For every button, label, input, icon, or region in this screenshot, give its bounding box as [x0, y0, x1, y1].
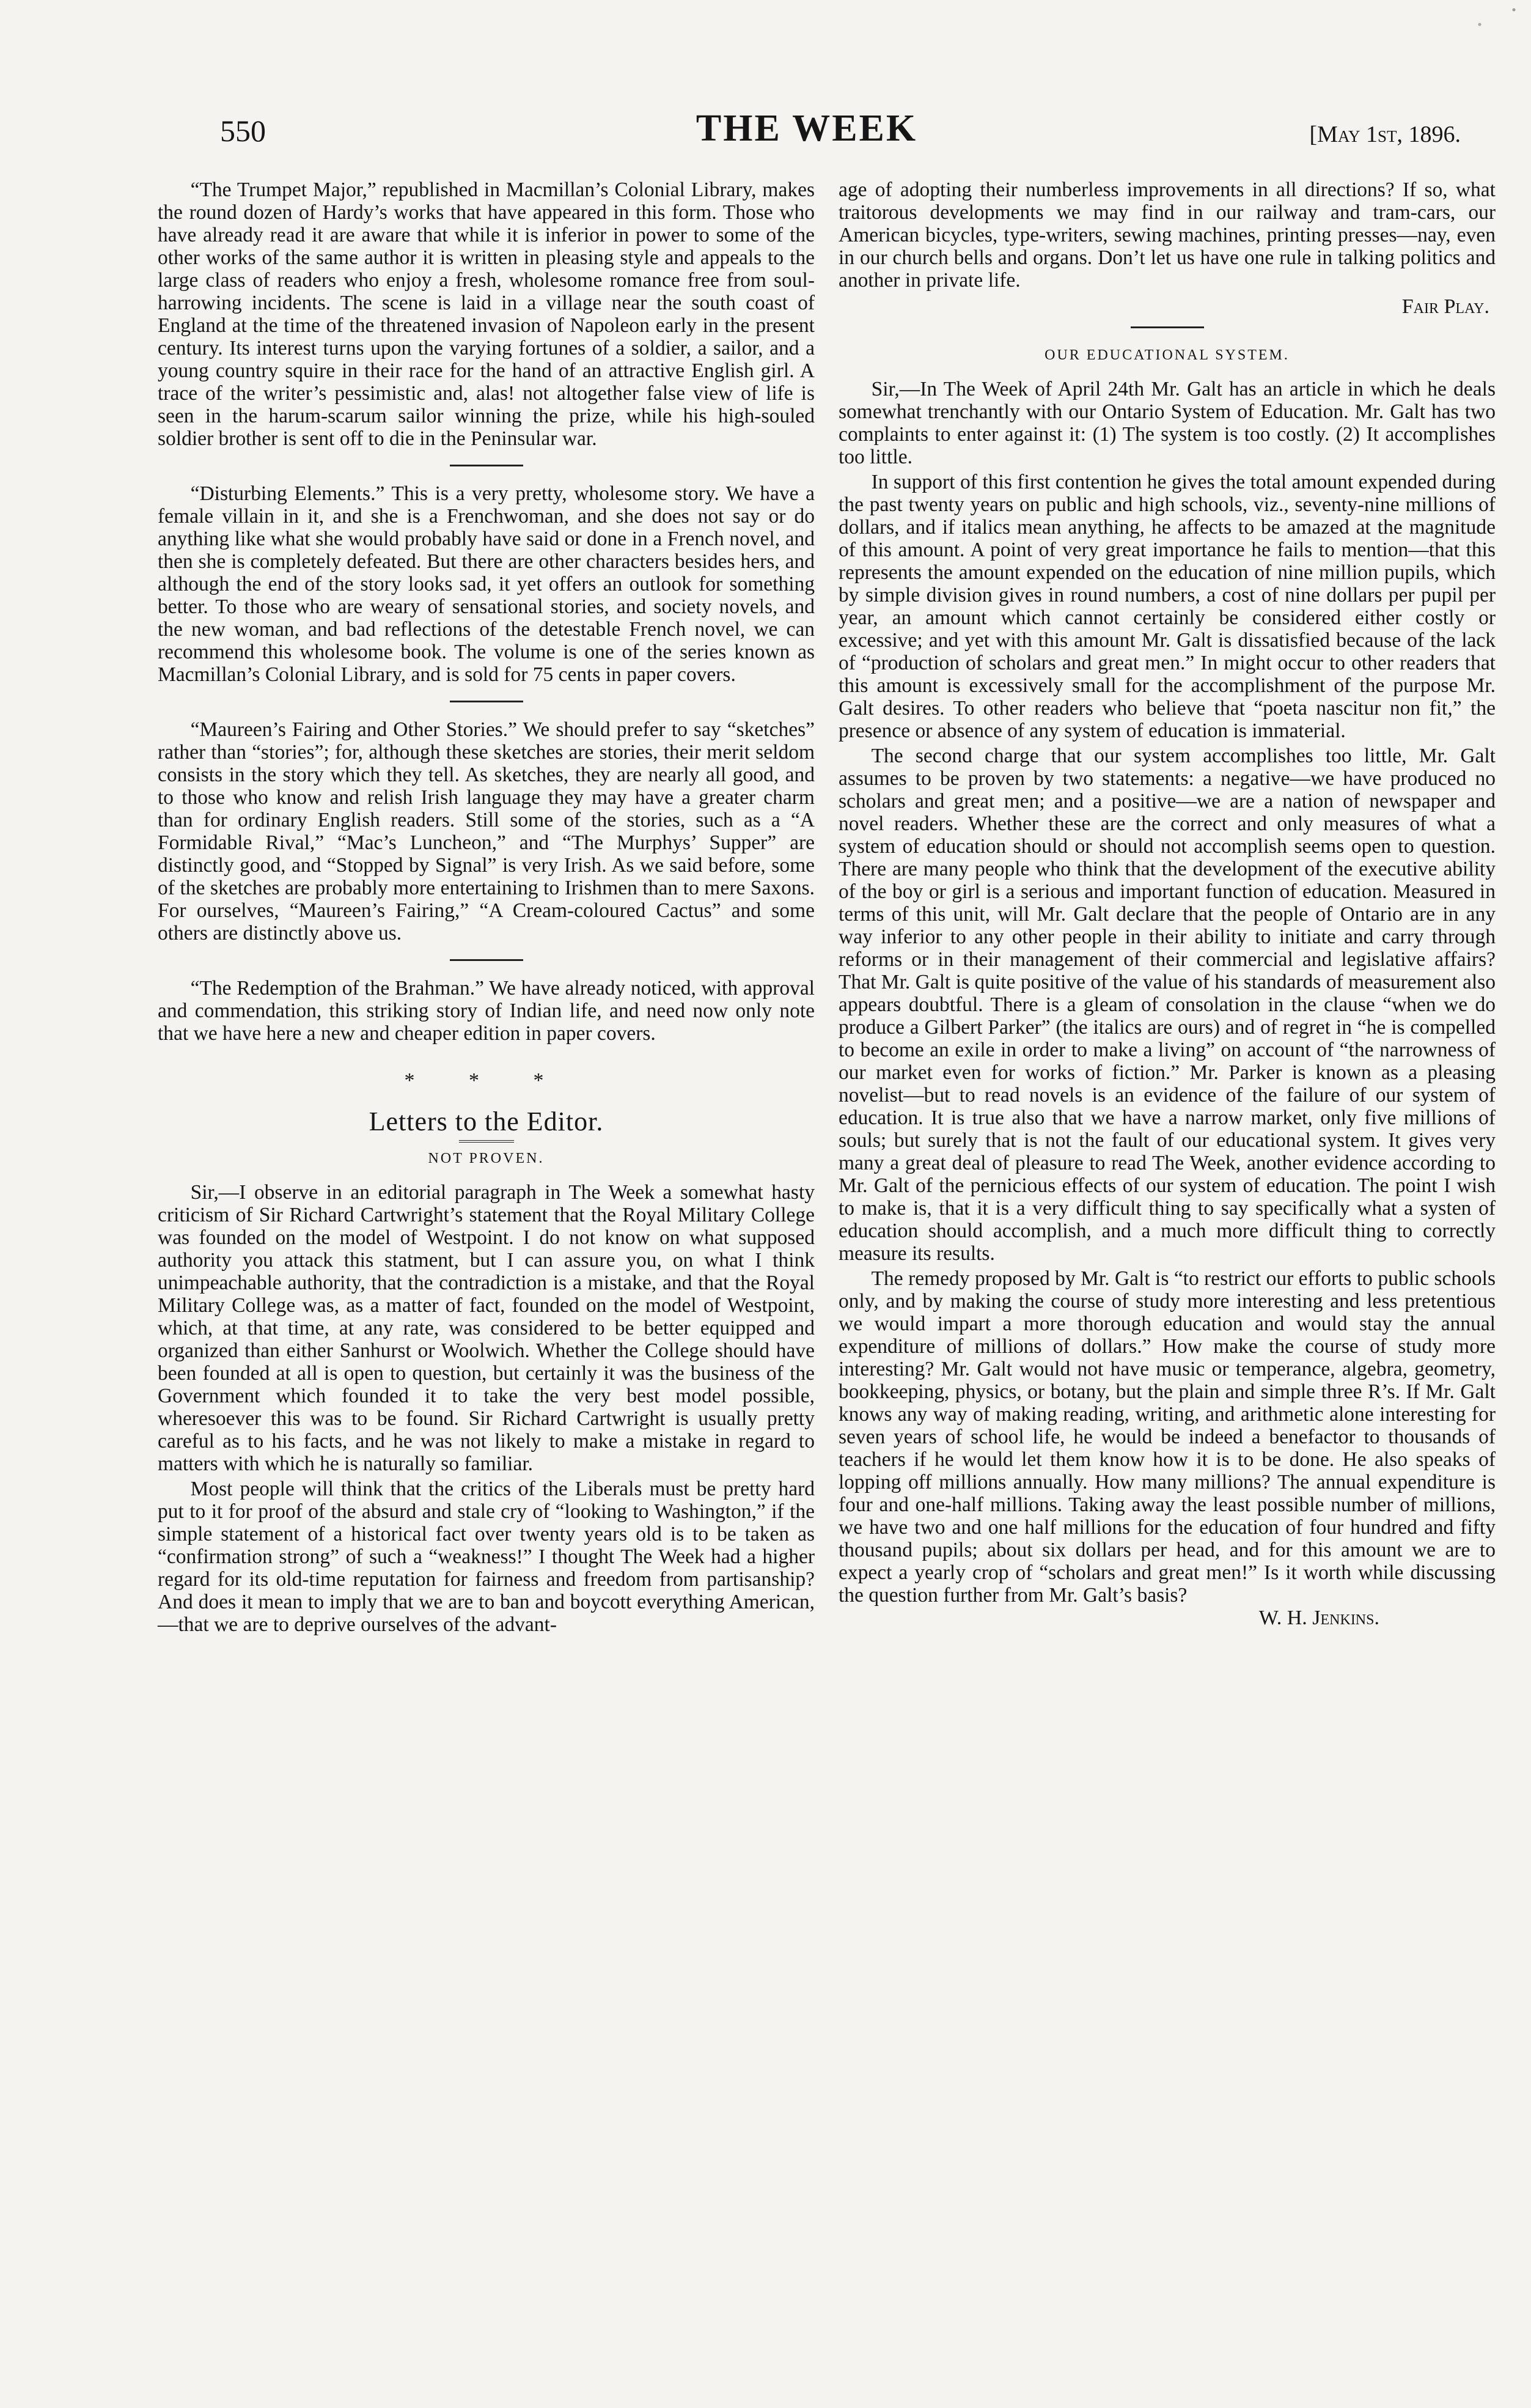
title-divider: [459, 1140, 514, 1143]
letter-education-paragraph-1: Sir,—In The Week of April 24th Mr. Galt has an article in which he deals somewhat trenchantly with our Ontario System of Education. Mr. Galt has two complaints to enter against it: (1) The system is too costly. (2) It accomplishes too little.: [839, 378, 1496, 468]
journal-title: THE WEEK: [696, 108, 918, 149]
issue-date: [May 1st, 1896.: [1309, 122, 1461, 147]
page-number: 550: [220, 114, 266, 148]
letter-education-paragraph-3: The second charge that our system accomplishes too little, Mr. Galt assumes to be proven by two statements: a negative—we have produced no scholars and great men; and a positive—we are a nation of newspaper and novel readers. Whether these are the correct and only measures of what a system of education should or should not accomplish seems open to question. There are many people who think that the development of the executive ability of the boy or girl is a serious and important function of education. Measured in terms of this unit, will Mr. Galt declare that the people of Ontario are in any way inferior to any other people in their ability to initiate and carry through reforms or in their management of their commercial and legislative affairs? That Mr. Galt is quite positive of the value of his standards of measurement also appears doubtful. There is a gleam of consolation in the clause “when we do produce a Gilbert Parker” (the italics are ours) and of regret in “he is compelled to become an exile in order to make a living” on account of “the narrowness of our market even for works of fiction.” Mr. Parker is known as a pleasing novelist—but to read novels is an evidence of the failure of our system of education. It is true also that we have a narrow market, only five millions of souls; but surely that is not the fault of our educational system. It gives very many a great deal of pleasure to read The Week, another evidence according to Mr. Galt of the pernicious effects of our system of education. The point I wish to make is, that it is a very difficult thing to say specifically what a systen of education should accomplish, and a much more difficult thing to correctly measure its results.: [839, 745, 1496, 1265]
section-divider: [1131, 326, 1204, 328]
letter-not-proven-paragraph-1: Sir,—I observe in an editorial paragraph in The Week a somewhat hasty criticism of Sir Richard Cartwright’s statement that the Royal Military College was founded on the model of Westpoint. I do not know on what supposed authority you attack this statment, but I can assure you, on what I think unimpeachable authority, that the contradiction is a mistake, and that the Royal Military College was, as a matter of fact, founded on the model of Westpoint, which, at that time, at any rate, was considered to be better equipped and organized than either Sanhurst or Woolwich. Whether the College should have been founded at all is open to question, but certainly it was the business of the Government which founded it to take the very best model possible, wheresoever this was to be found. Sir Richard Cartwright is usually pretty careful as to his facts, and he was not likely to make a mistake in regard to matters with which he is naturally so familiar.: [158, 1181, 815, 1475]
review-trumpet-major: “The Trumpet Major,” republished in Macmillan’s Colonial Library, makes the round dozen of Hardy’s works that have appeared in this form. Those who have already read it are aware that while it is inferior in power to some of the other works of the same author it is written in pleasing style and appeals to the large class of readers who enjoy a fresh, wholesome romance free from soul-harrowing incidents. The scene is laid in a village near the south coast of England at the time of the threatened invasion of Napoleon early in the present century. Its interest turns upon the varying fortunes of a soldier, a sailor, and a young country squire in their race for the hand of an attractive English girl. A trace of the writer’s pessimistic and, alas! not altogether false view of life is seen in the harum-scarum sailor winning the prize, while his high-souled soldier brother is sent off to die in the Peninsular war.: [158, 179, 815, 450]
section-divider: [450, 959, 523, 961]
letter-education-paragraph-2: In support of this first contention he gives the total amount expended during the past twenty years on public and high schools, viz., seventy-nine millions of dollars, and if italics mean anything, he affects to be amazed at the magnitude of this amount. A point of very great importance he fails to mention—that this represents the amount expended on the education of nine million pupils, which by simple division gives in round numbers, a cost of nine dollars per pupil per year, an amount which cannot certainly be considered either costly or excessive; and yet with this amount Mr. Galt is dissatisfied because of the lack of “production of scholars and great men.” In might occur to other readers that this amount is excessively small for the accomplishment of the purpose Mr. Galt desires. To other readers who believe that “poeta nascitur non fit,” the presence or absence of any system of education is immaterial.: [839, 471, 1496, 742]
letter-not-proven-continuation: age of adopting their numberless improvements in all directions? If so, what traitorous developments we may find in our railway and tram-cars, our American bicycles, type-writers, sewing machines, printing presses—nay, even in our church bells and organs. Don’t let us have one rule in talking politics and another in private life.: [839, 179, 1496, 292]
section-divider: [450, 465, 523, 466]
page-edge-specks: [1445, 0, 1531, 49]
review-disturbing-elements: “Disturbing Elements.” This is a very pretty, wholesome story. We have a female villain in it, and she is a Frenchwoman, and she does not say or do anything like what she would probably have said or done in a French novel, and then she is completely defeated. But there are other characters besides hers, and although the end of the story looks sad, it yet offers an outlook for something better. To those who are weary of sensational stories, and society novels, and the new woman, and bad reflections of the detestable French novel, we can recommend this wholesome book. The volume is one of the series known as Macmillan’s Colonial Library, and is sold for 75 cents in paper covers.: [158, 482, 815, 686]
letter-education-paragraph-4: The remedy proposed by Mr. Galt is “to restrict our efforts to public schools only, and by making the course of study more interesting and less pretentious we would impart a more thorough education and would stay the annual expenditure of millions of dollars.” How make the course of study more interesting? Mr. Galt would not have music or temperance, algebra, geometry, bookkeeping, physics, or botany, but the plain and simple three R’s. If Mr. Galt knows any way of making reading, writing, and arithmetic alone interesting for seven years of school life, he would be indeed a benefactor to thousands of teachers if he would let them know how it is to be done. He also speaks of lopping off millions annually. How many millions? The annual expenditure is four and one-half millions. Taking away the least possible number of millions, we have two and one half millions for the education of four hundred and fifty thousand pupils; about six dollars per head, and for this amount we are to expect a yearly crop of “scholars and great men!” Is it worth while discussing the question further from Mr. Galt’s basis?: [839, 1267, 1496, 1607]
signature-fair-play: Fair Play.: [1401, 295, 1489, 318]
letter-subhead-not-proven: NOT PROVEN.: [428, 1151, 545, 1166]
review-redemption-brahman: “The Redemption of the Brahman.” We have already noticed, with approval and commendation, this striking story of Indian life, and need now only note that we have here a new and cheaper edition in paper covers.: [158, 977, 815, 1045]
page-header: [153, 104, 1461, 159]
section-divider: [450, 701, 523, 702]
signature-w-h-jenkins: W. H. Jenkins.: [1258, 1607, 1379, 1629]
left-column: [158, 179, 815, 1638]
review-maureens-fairing: “Maureen’s Fairing and Other Stories.” We should prefer to say “sketches” rather than “stories”; for, although these sketches are stories, their merit seldom consists in the story which they tell. As sketches, they are nearly all good, and to those who know and relish Irish language they may have a greater charm than for ordinary English readers. Still some of the stories, such as a “A Formidable Rival,” “Mac’s Luncheon,” and “The Murphys’ Supper” are distinctly good, and “Stopped by Signal” is very Irish. As we said before, some of the sketches are probably more entertaining to Irishmen than to mere Saxons. For ourselves, “Maureen’s Fairing,” “A Cream-coloured Cactus” and some others are distinctly above us.: [158, 718, 815, 944]
section-title-letters: Letters to the Editor.: [369, 1106, 604, 1136]
right-column: [839, 179, 1496, 1635]
asterism: * * *: [404, 1069, 568, 1092]
letter-subhead-educational-system: OUR EDUCATIONAL SYSTEM.: [1045, 347, 1290, 363]
letter-not-proven-paragraph-2: Most people will think that the critics of the Liberals must be pretty hard put to it for proof of the absurd and stale cry of “looking to Washington,” if the simple statement of a historical fact over twenty years old is to be taken as “confirmation strong” of such a “weakness!” I thought The Week had a higher regard for its old-time reputation for fairness and freedom from partisanship? And does it mean to imply that we are to ban and boycott everything American,—that we are to deprive ourselves of the advant-: [158, 1478, 815, 1636]
